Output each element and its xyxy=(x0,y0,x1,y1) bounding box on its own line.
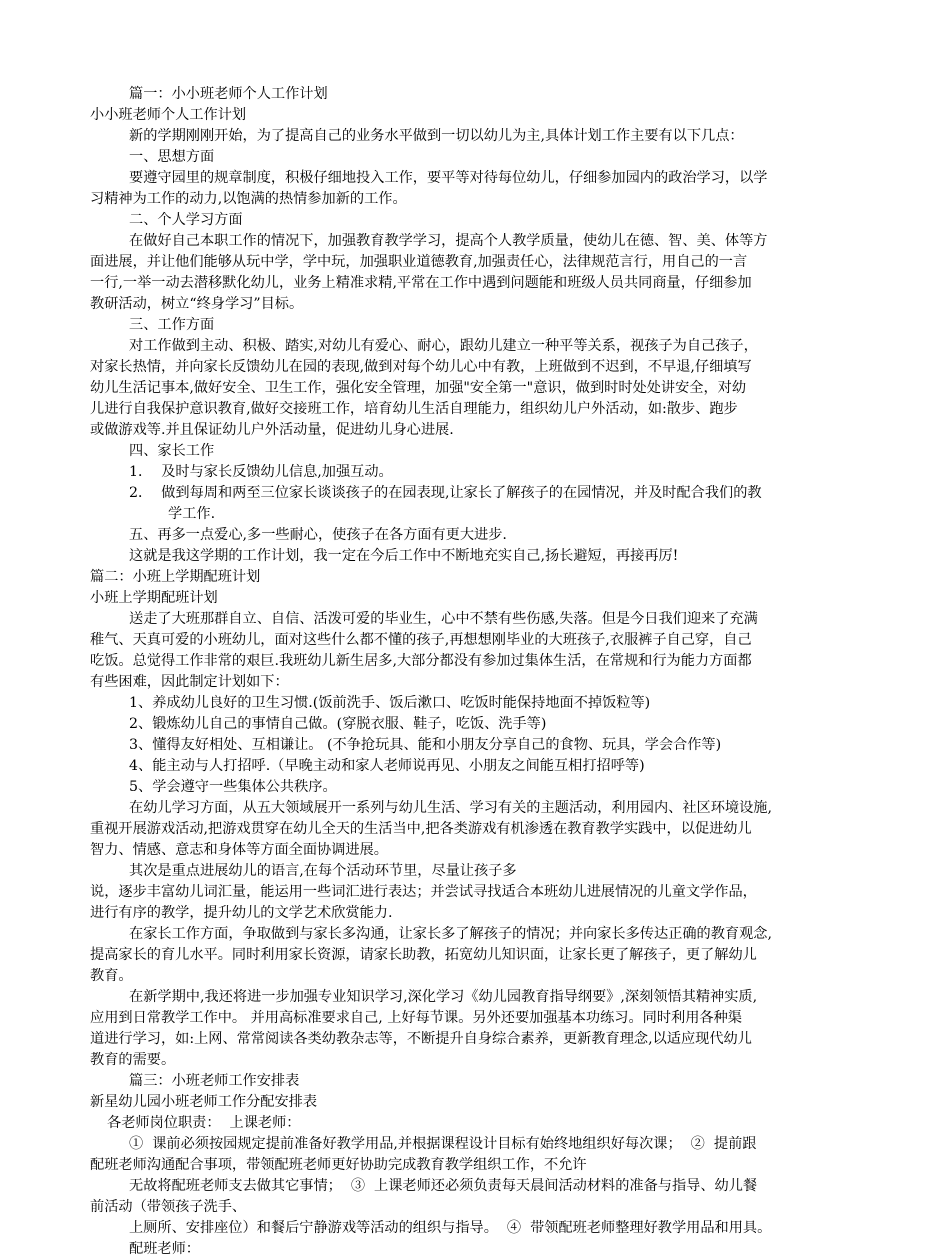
text-line: 对家长热情，并向家长反馈幼儿在园的表现,做到对每个幼儿心中有教，上班做到不迟到，不早退,仔细填写 xyxy=(90,359,752,375)
text-line: 儿进行自我保护意识教育,做好交接班工作，培育幼儿生活自理能力，组织幼儿户外活动，如:散步、跑步 xyxy=(90,401,738,417)
list-item: 5、学会遵守一些集体公共秩序。 xyxy=(129,779,337,795)
text-line: 要遵守园里的规章制度，积极仔细地投入工作，要平等对待每位幼儿，仔细参加园内的政治学习，以学 xyxy=(129,170,768,186)
text-line: 应用到日常教学工作中。 并用高标准要求自己, 上好每节课。另外还要加强基本功练习。同时利用各种渠 xyxy=(90,1010,742,1026)
subheading-work: 三、工作方面 xyxy=(129,317,215,333)
text-line: 其次是重点进展幼儿的语言,在每个活动环节里，尽量让孩子多 xyxy=(129,863,517,879)
text-line: 智力、情感、意志和身体等方面全面协调进展。 xyxy=(90,842,388,858)
text-line: 教育。 xyxy=(90,968,133,984)
section-3-title: 新星幼儿园小班老师工作分配安排表 xyxy=(90,1094,318,1110)
text-line: 这就是我这学期的工作计划，我一定在今后工作中不断地充实自己,扬长避短，再接再厉! xyxy=(129,548,679,564)
text-line: 幼儿生活记事本,做好安全、卫生工作，强化安全管理，加强"安全第一"意识，做到时时处处讲安全，对幼 xyxy=(90,380,747,396)
list-item: 1、养成幼儿良好的卫生习惯.(饭前洗手、饭后漱口、吃饭时能保持地面不掉饭粒等) xyxy=(129,695,651,711)
duties-heading: 各老师岗位职责： 上课老师： xyxy=(107,1115,301,1131)
numbered-item: 1． 及时与家长反馈幼儿信息,加强互动。 xyxy=(129,464,393,480)
section-2-title: 小班上学期配班计划 xyxy=(90,590,218,606)
text-line: 有些困难，因此制定计划如下： xyxy=(90,674,289,690)
text-line: 重视开展游戏活动,把游戏贯穿在幼儿全天的生活当中,把各类游戏有机渗透在教育教学实践中，以促进幼儿 xyxy=(90,821,752,837)
text-line: 新的学期刚刚开始，为了提高自己的业务水平做到一切以幼儿为主,具体计划工作主要有以下几点： xyxy=(129,128,744,144)
text-line: 面进展，并让他们能够从玩中学，学中玩，加强职业道德教育,加强责任心，法律规范言行，用自己的一言 xyxy=(90,254,748,270)
subheading-study: 二、个人学习方面 xyxy=(129,212,243,228)
text-line: 稚气、天真可爱的小班幼儿，面对这些什么都不懂的孩子,再想想刚毕业的大班孩子,衣服裤子自己穿，自己 xyxy=(90,632,752,648)
numbered-item: 2． 做到每周和两至三位家长谈谈孩子的在园表现,让家长了解孩子的在园情况，并及时配合我们的教 xyxy=(129,485,762,501)
text-line: 提高家长的育儿水平。同时利用家长资源，请家长助教，拓宽幼儿知识面，让家长更了解孩子，更了解幼儿 xyxy=(90,947,757,963)
text-line: 配班老师： xyxy=(129,1241,200,1257)
section-1-heading: 篇一：小小班老师个人工作计划 xyxy=(129,86,328,102)
text-line: 在做好自己本职工作的情况下，加强教育教学学习，提高个人教学质量，使幼儿在德、智、美、体等方 xyxy=(129,233,768,249)
text-line: 送走了大班那群自立、自信、活泼可爱的毕业生，心中不禁有些伤感,失落。但是今日我们迎来了充满 xyxy=(129,611,758,627)
section-2-heading: 篇二：小班上学期配班计划 xyxy=(90,569,261,585)
text-line: 在幼儿学习方面，从五大领域展开一系列与幼儿生活、学习有关的主题活动，利用园内、社区环境设施, xyxy=(129,800,772,816)
section-3-heading: 篇三：小班老师工作安排表 xyxy=(129,1073,300,1089)
list-item: 2、锻炼幼儿自己的事情自己做。(穿脱衣服、鞋子，吃饭、洗手等) xyxy=(129,716,547,732)
text-line: 吃饭。总觉得工作非常的艰巨.我班幼儿新生居多,大部分都没有参加过集体生活，在常规和行为能力方面都 xyxy=(90,653,752,669)
text-line: 五、再多一点爱心,多一些耐心，使孩子在各方面有更大进步. xyxy=(129,527,507,543)
text-line: 配班老师沟通配合事项，带领配班老师更好协助完成教育教学组织工作，不允许 xyxy=(90,1157,587,1173)
section-1-title: 小小班老师个人工作计划 xyxy=(90,107,247,123)
text-line: 习精神为工作的动力,以饱满的热情参加新的工作。 xyxy=(90,191,407,207)
subheading-parents: 四、家长工作 xyxy=(129,443,215,459)
text-line: ① 课前必须按园规定提前准备好教学用品,并根据课程设计目标有始终地组织好每次课； ② 提前跟 xyxy=(129,1136,757,1152)
list-item: 3、懂得友好相处、互相谦让。 (不争抢玩具、能和小朋友分享自己的食物、玩具，学会合作等) xyxy=(129,737,722,753)
text-line: 在家长工作方面，争取做到与家长多沟通，让家长多了解孩子的情况；并向家长多传达正确的教育观念, xyxy=(129,926,772,942)
text-line: 教育的需要。 xyxy=(90,1052,176,1068)
text-line: 学工作. xyxy=(168,506,216,522)
text-line: 进行有序的教学，提升幼儿的文学艺术欣赏能力. xyxy=(90,905,393,921)
text-line: 一行,一举一动去潜移默化幼儿，业务上精准求精,平常在工作中遇到问题能和班级人员共同商量，仔细参加 xyxy=(90,275,752,291)
subheading-thinking: 一、思想方面 xyxy=(129,149,215,165)
text-line: 或做游戏等.并且保证幼儿户外活动量，促进幼儿身心进展. xyxy=(90,422,454,438)
text-line: 教研活动，树立“终身学习”目标。 xyxy=(90,296,304,312)
text-line: 前活动（带领孩子洗手、 xyxy=(90,1199,247,1215)
text-line: 对工作做到主动、积极、踏实,对幼儿有爱心、耐心，跟幼儿建立一种平等关系，视孩子为自己孩子， xyxy=(129,338,758,354)
list-item: 4、能主动与人打招呼.（早晚主动和家人老师说再见、小朋友之间能互相打招呼等) xyxy=(129,758,645,774)
text-line: 在新学期中,我还将进一步加强专业知识学习,深化学习《幼儿园教育指导纲要》,深刻领悟其精神实质, xyxy=(129,989,758,1005)
text-line: 道进行学习，如:上网、常常阅读各类幼教杂志等，不断提升自身综合素养，更新教育理念,以适应现代幼儿 xyxy=(90,1031,752,1047)
text-line: 说，逐步丰富幼儿词汇量，能运用一些词汇进行表达；并尝试寻找适合本班幼儿进展情况的儿童文学作品， xyxy=(90,884,757,900)
text-line: 上厕所、安排座位）和餐后宁静游戏等活动的组织与指导。 ④ 带领配班老师整理好教学用品和用具。 xyxy=(129,1220,772,1236)
text-line: 无故将配班老师支去做其它事情； ③ 上课老师还必须负责每天晨间活动材料的准备与指导、幼儿餐 xyxy=(129,1178,758,1194)
